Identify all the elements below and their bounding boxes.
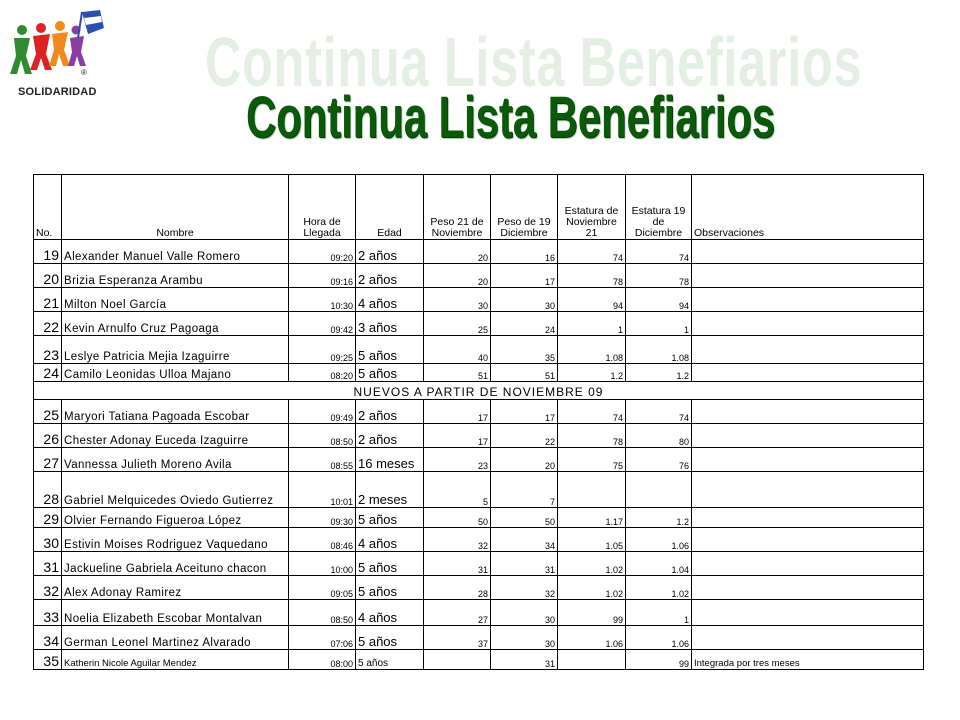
header-hora: Hora de Llegada: [289, 175, 356, 240]
row-observaciones: [692, 528, 924, 552]
row-peso19: 30: [491, 626, 558, 650]
title-background: Continua Lista Benefiarios: [205, 23, 863, 101]
table-row: [34, 240, 924, 264]
table-row: [34, 400, 924, 424]
row-estatura21: [558, 650, 626, 670]
row-peso21: 17: [424, 400, 491, 424]
row-peso21: [424, 650, 491, 670]
row-no: 30: [34, 528, 62, 552]
table-row: [34, 528, 924, 552]
row-peso21: 30: [424, 288, 491, 312]
row-no: 26: [34, 424, 62, 448]
row-nombre: Katherin Nicole Aguilar Mendez: [62, 650, 289, 670]
row-no: 19: [34, 240, 62, 264]
row-edad: 2 meses: [356, 472, 424, 508]
row-peso21: 20: [424, 240, 491, 264]
row-peso21: 17: [424, 424, 491, 448]
row-estatura19: 1.06: [626, 528, 692, 552]
header-row: [34, 175, 924, 240]
row-estatura19: 80: [626, 424, 692, 448]
row-no: 27: [34, 448, 62, 472]
row-no: 35: [34, 650, 62, 670]
row-peso19: 31: [491, 650, 558, 670]
row-nombre: Kevin Arnulfo Cruz Pagoaga: [62, 312, 289, 336]
row-peso19: 16: [491, 240, 558, 264]
row-estatura21: 1.02: [558, 552, 626, 576]
row-estatura21: 78: [558, 424, 626, 448]
table-row: [34, 448, 924, 472]
row-estatura21: 1.05: [558, 528, 626, 552]
row-estatura19: 1.06: [626, 626, 692, 650]
row-hora: 09:25: [289, 336, 356, 364]
row-estatura19: 1.08: [626, 336, 692, 364]
row-peso21: 50: [424, 508, 491, 528]
row-peso21: 32: [424, 528, 491, 552]
row-peso19: 50: [491, 508, 558, 528]
row-peso19: 32: [491, 576, 558, 600]
section-label: NUEVOS A PARTIR DE NOVIEMBRE 09: [34, 382, 924, 400]
row-no: 34: [34, 626, 62, 650]
row-edad: 4 años: [356, 288, 424, 312]
row-estatura19: 1.04: [626, 552, 692, 576]
row-nombre: Alexander Manuel Valle Romero: [62, 240, 289, 264]
row-estatura19: 1.02: [626, 576, 692, 600]
table-row: [34, 650, 924, 670]
header-peso19: Peso de 19 Diciembre: [491, 175, 558, 240]
row-nombre: Noelia Elizabeth Escobar Montalvan: [62, 600, 289, 626]
row-observaciones: [692, 552, 924, 576]
row-peso19: 30: [491, 288, 558, 312]
row-nombre: Maryori Tatiana Pagoada Escobar: [62, 400, 289, 424]
row-nombre: Olvier Fernando Figueroa López: [62, 508, 289, 528]
row-observaciones: [692, 424, 924, 448]
row-peso19: 22: [491, 424, 558, 448]
row-no: 20: [34, 264, 62, 288]
row-estatura19: 94: [626, 288, 692, 312]
header-no: No.: [34, 175, 62, 240]
row-hora: 08:46: [289, 528, 356, 552]
row-estatura21: 1: [558, 312, 626, 336]
row-edad: 4 años: [356, 600, 424, 626]
row-observaciones: [692, 508, 924, 528]
row-estatura19: [626, 472, 692, 508]
row-no: 21: [34, 288, 62, 312]
header-observaciones: Observaciones: [692, 175, 924, 240]
row-peso19: 51: [491, 364, 558, 382]
row-no: 31: [34, 552, 62, 576]
row-peso21: 31: [424, 552, 491, 576]
row-edad: 5 años: [356, 626, 424, 650]
row-hora: 10:00: [289, 552, 356, 576]
row-nombre: Estivin Moises Rodriguez Vaquedano: [62, 528, 289, 552]
table-row: [34, 312, 924, 336]
row-estatura19: 1.2: [626, 508, 692, 528]
row-estatura21: 78: [558, 264, 626, 288]
row-nombre: Gabriel Melquicedes Oviedo Gutierrez: [62, 472, 289, 508]
row-hora: 09:30: [289, 508, 356, 528]
logo-wordmark: SOLIDARIDAD: [18, 86, 97, 98]
row-estatura19: 1: [626, 312, 692, 336]
row-peso21: 28: [424, 576, 491, 600]
row-estatura19: 76: [626, 448, 692, 472]
table-row: [34, 264, 924, 288]
row-peso19: 7: [491, 472, 558, 508]
row-peso19: 20: [491, 448, 558, 472]
row-peso19: 17: [491, 400, 558, 424]
row-edad: 5 años: [356, 336, 424, 364]
table-row: [34, 600, 924, 626]
row-nombre: Milton Noel García: [62, 288, 289, 312]
row-observaciones: [692, 264, 924, 288]
table-row: [34, 288, 924, 312]
table-row: [34, 552, 924, 576]
row-peso19: 30: [491, 600, 558, 626]
row-estatura19: 74: [626, 400, 692, 424]
row-observaciones: [692, 364, 924, 382]
row-nombre: Alex Adonay Ramirez: [62, 576, 289, 600]
row-estatura19: 1.2: [626, 364, 692, 382]
row-nombre: German Leonel Martinez Alvarado: [62, 626, 289, 650]
row-edad: 2 años: [356, 240, 424, 264]
row-peso21: 20: [424, 264, 491, 288]
table-row: [34, 626, 924, 650]
row-observaciones: [692, 626, 924, 650]
row-no: 29: [34, 508, 62, 528]
table-row: [34, 472, 924, 508]
row-edad: 3 años: [356, 312, 424, 336]
row-estatura21: 99: [558, 600, 626, 626]
row-observaciones: [692, 400, 924, 424]
header-nombre: Nombre: [62, 175, 289, 240]
row-edad: 2 años: [356, 400, 424, 424]
row-edad: 5 años: [356, 552, 424, 576]
row-edad: 5 años: [356, 508, 424, 528]
row-no: 25: [34, 400, 62, 424]
table-row: [34, 336, 924, 364]
header-edad: Edad: [356, 175, 424, 240]
row-peso21: 40: [424, 336, 491, 364]
row-no: 33: [34, 600, 62, 626]
row-estatura19: 78: [626, 264, 692, 288]
row-hora: 10:01: [289, 472, 356, 508]
row-hora: 09:49: [289, 400, 356, 424]
row-peso21: 37: [424, 626, 491, 650]
row-edad: 5 años: [356, 576, 424, 600]
row-observaciones: [692, 336, 924, 364]
table-row: [34, 576, 924, 600]
table-row: [34, 508, 924, 528]
row-estatura21: 1.02: [558, 576, 626, 600]
row-no: 23: [34, 336, 62, 364]
row-hora: 07:06: [289, 626, 356, 650]
table-body: [34, 175, 924, 670]
row-edad: 16 meses: [356, 448, 424, 472]
row-estatura21: 1.08: [558, 336, 626, 364]
row-nombre: Chester Adonay Euceda Izaguirre: [62, 424, 289, 448]
table-row: [34, 364, 924, 382]
header-estatura21: Estatura de Noviembre 21: [558, 175, 626, 240]
beneficiaries-table: [33, 174, 924, 670]
row-estatura21: 94: [558, 288, 626, 312]
row-observaciones: [692, 288, 924, 312]
page-title: Continua Lista Benefiarios: [246, 85, 776, 150]
row-nombre: Camilo Leonidas Ulloa Majano: [62, 364, 289, 382]
section-row: [34, 382, 924, 400]
row-hora: 08:00: [289, 650, 356, 670]
row-nombre: Leslye Patricia Mejia Izaguirre: [62, 336, 289, 364]
row-peso19: 35: [491, 336, 558, 364]
row-edad: 2 años: [356, 264, 424, 288]
row-observaciones: [692, 576, 924, 600]
row-estatura19: 99: [626, 650, 692, 670]
row-peso21: 23: [424, 448, 491, 472]
row-hora: 09:42: [289, 312, 356, 336]
row-hora: 08:50: [289, 600, 356, 626]
registered-mark: ®: [81, 68, 87, 77]
row-estatura21: 74: [558, 400, 626, 424]
row-estatura21: 1.06: [558, 626, 626, 650]
row-observaciones: [692, 312, 924, 336]
row-peso19: 24: [491, 312, 558, 336]
row-nombre: Brizia Esperanza Arambu: [62, 264, 289, 288]
row-hora: 08:20: [289, 364, 356, 382]
row-observaciones: [692, 472, 924, 508]
row-peso19: 31: [491, 552, 558, 576]
row-peso19: 17: [491, 264, 558, 288]
row-observaciones: [692, 448, 924, 472]
row-edad: 2 años: [356, 424, 424, 448]
solidaridad-logo-figures-icon: [8, 8, 108, 88]
row-estatura21: 74: [558, 240, 626, 264]
row-peso21: 27: [424, 600, 491, 626]
row-no: 28: [34, 472, 62, 508]
header-estatura19: Estatura 19 de Diciembre: [626, 175, 692, 240]
row-estatura21: 75: [558, 448, 626, 472]
row-estatura21: 1.2: [558, 364, 626, 382]
row-hora: 09:16: [289, 264, 356, 288]
row-no: 32: [34, 576, 62, 600]
header-peso21: Peso 21 de Noviembre: [424, 175, 491, 240]
row-nombre: Jackueline Gabriela Aceituno chacon: [62, 552, 289, 576]
row-observaciones: [692, 240, 924, 264]
row-peso19: 34: [491, 528, 558, 552]
row-hora: 10:30: [289, 288, 356, 312]
row-estatura21: 1.17: [558, 508, 626, 528]
row-hora: 09:05: [289, 576, 356, 600]
table-row: [34, 424, 924, 448]
row-no: 24: [34, 364, 62, 382]
row-peso21: 25: [424, 312, 491, 336]
row-hora: 08:50: [289, 424, 356, 448]
row-peso21: 5: [424, 472, 491, 508]
row-estatura19: 1: [626, 600, 692, 626]
row-hora: 08:55: [289, 448, 356, 472]
row-no: 22: [34, 312, 62, 336]
row-estatura19: 74: [626, 240, 692, 264]
row-edad: 5 años: [356, 650, 424, 670]
row-estatura21: [558, 472, 626, 508]
row-observaciones: [692, 600, 924, 626]
row-nombre: Vannessa Julieth Moreno Avila: [62, 448, 289, 472]
row-hora: 09:20: [289, 240, 356, 264]
row-edad: 4 años: [356, 528, 424, 552]
solidaridad-logo: [8, 8, 108, 98]
row-observaciones: Integrada por tres meses: [692, 650, 924, 670]
row-edad: 5 años: [356, 364, 424, 382]
row-peso21: 51: [424, 364, 491, 382]
